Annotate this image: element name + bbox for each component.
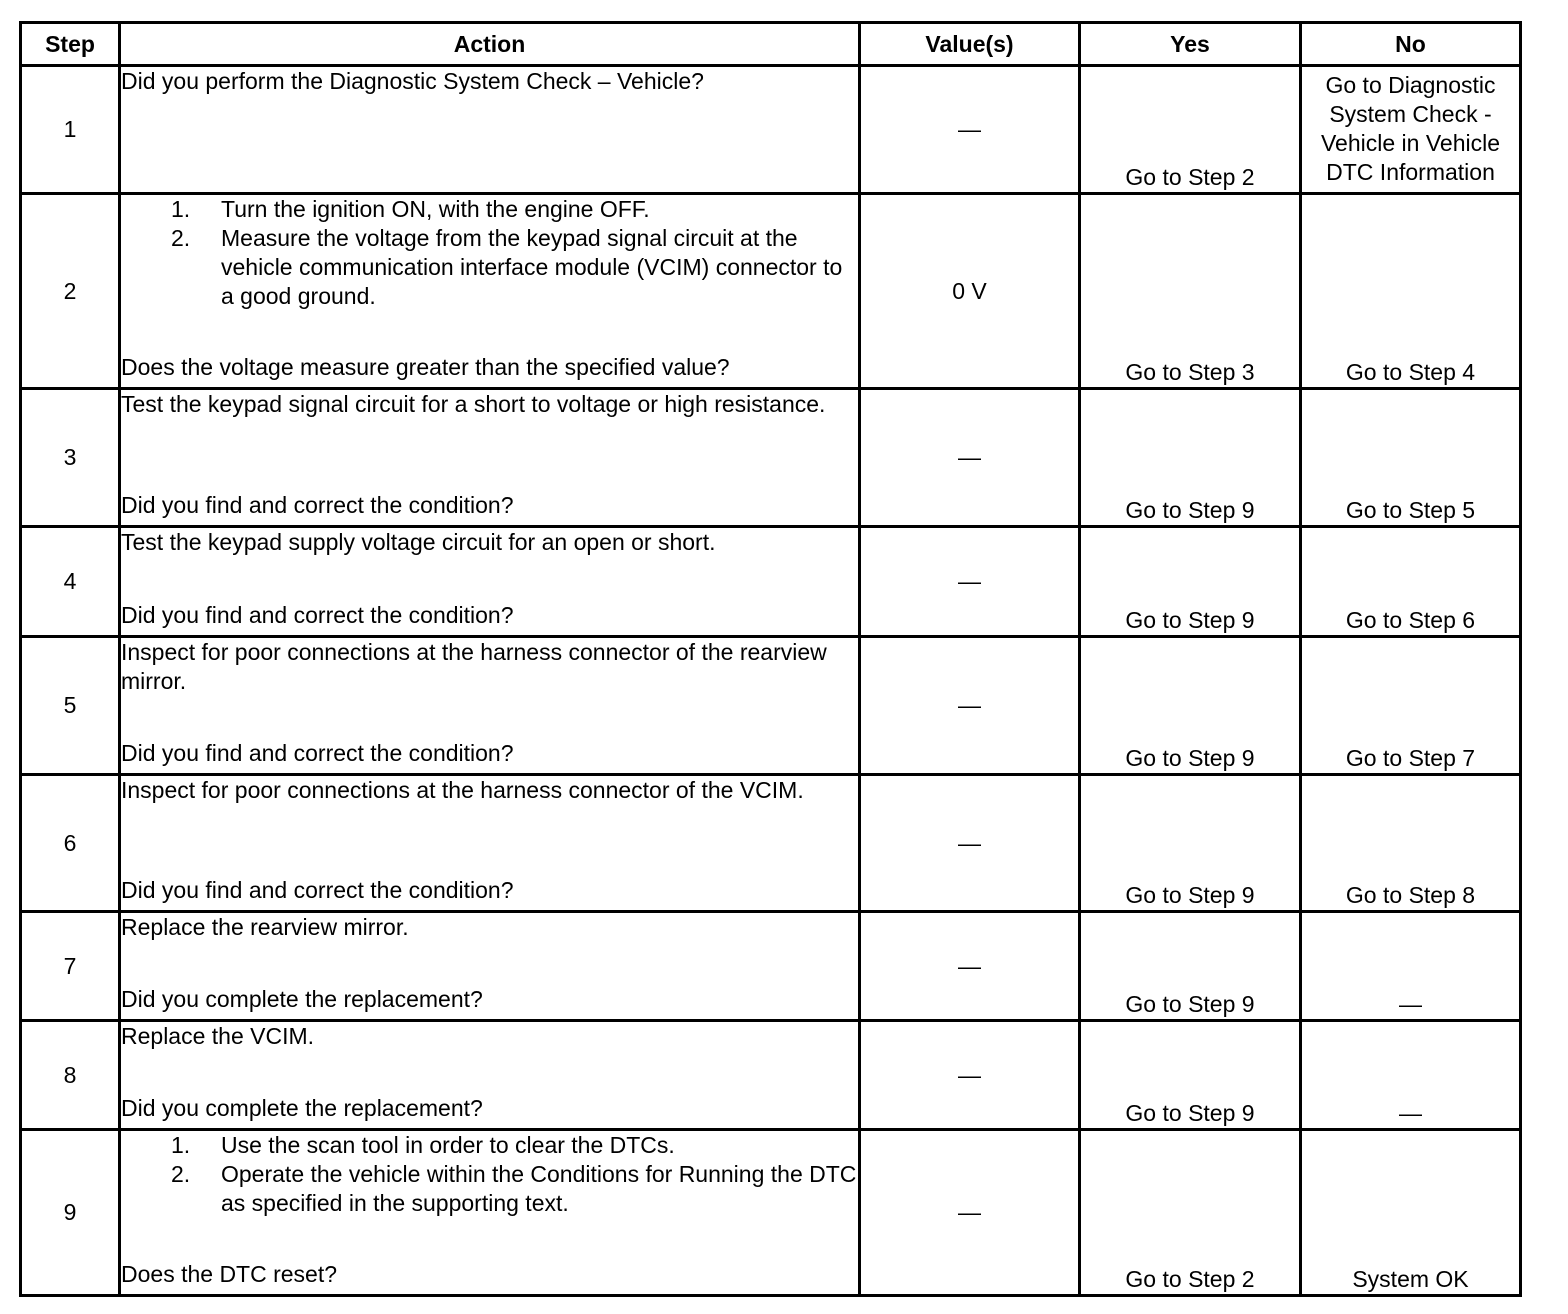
table-row [21,66,1521,194]
yes-cell: Go to Step 3 [1080,194,1301,389]
header-step: Step [21,23,120,66]
action-cell [120,637,860,775]
header-value: Value(s) [860,23,1080,66]
action-question: Did you complete the replacement? [121,986,483,1012]
list-item [121,1160,858,1218]
list-item [121,224,858,311]
step-number: 2 [21,194,120,389]
action-cell [120,194,860,389]
yes-cell: Go to Step 9 [1080,775,1301,912]
action-question: Did you complete the replacement? [121,1095,483,1121]
action-question: Did you find and correct the condition? [121,492,514,518]
step-number: 9 [21,1130,120,1296]
action-cell [120,1130,860,1296]
table-row [21,389,1521,527]
no-cell: Go to Step 7 [1301,637,1521,775]
action-question: Did you find and correct the condition? [121,740,514,766]
action-text: Test the keypad signal circuit for a short to voltage or high resistance. [121,391,826,417]
substep-number: 1. [171,1132,191,1158]
yes-cell: Go to Step 9 [1080,389,1301,527]
step-number: 4 [21,527,120,637]
substep-list [121,1131,858,1218]
no-cell: Go to Diagnostic System Check - Vehicle in Vehicle DTC Information [1301,66,1521,194]
action-text: Test the keypad supply voltage circuit for an open or short. [121,529,716,555]
substep-text: Turn the ignition ON, with the engine OFF. [221,196,650,222]
step-number: 3 [21,389,120,527]
yes-cell: Go to Step 2 [1080,66,1301,194]
substep-number: 1. [171,196,191,222]
action-text: Inspect for poor connections at the harness connector of the VCIM. [121,777,804,803]
no-cell: Go to Step 5 [1301,389,1521,527]
step-number: 7 [21,912,120,1021]
action-text: Replace the VCIM. [121,1023,315,1049]
substep-text: Use the scan tool in order to clear the DTCs. [221,1132,675,1158]
header-no: No [1301,23,1521,66]
yes-cell: Go to Step 2 [1080,1130,1301,1296]
yes-cell: Go to Step 9 [1080,912,1301,1021]
step-number: 6 [21,775,120,912]
substep-text: Operate the vehicle within the Conditions for Running the DTC as specified in the supporting text. [221,1161,857,1216]
substep-number: 2. [171,225,191,251]
value-cell: — [860,389,1080,527]
no-cell: Go to Step 8 [1301,775,1521,912]
no-cell: System OK [1301,1130,1521,1296]
header-row [21,23,1521,66]
header-action: Action [120,23,860,66]
step-number: 5 [21,637,120,775]
action-text: Replace the rearview mirror. [121,914,409,940]
action-question: Did you find and correct the condition? [121,602,514,628]
action-text: Did you perform the Diagnostic System Check – Vehicle? [121,68,704,94]
action-cell [120,527,860,637]
action-question: Does the DTC reset? [121,1261,338,1287]
diagnostic-table [19,21,1522,1297]
header-yes: Yes [1080,23,1301,66]
action-cell [120,389,860,527]
value-cell: 0 V [860,194,1080,389]
value-cell: — [860,1130,1080,1296]
substep-text: Measure the voltage from the keypad signal circuit at the vehicle communication interface module (VCIM) connector to a good ground. [221,225,843,309]
action-cell [120,66,860,194]
no-cell: — [1301,1021,1521,1130]
list-item [121,1131,858,1160]
step-number: 8 [21,1021,120,1130]
table-row [21,1130,1521,1296]
yes-cell: Go to Step 9 [1080,1021,1301,1130]
value-cell: — [860,912,1080,1021]
table-row [21,775,1521,912]
table-row [21,194,1521,389]
action-cell [120,775,860,912]
list-item [121,195,858,224]
action-cell [120,1021,860,1130]
table-row [21,637,1521,775]
substep-number: 2. [171,1161,191,1187]
yes-cell: Go to Step 9 [1080,637,1301,775]
table-row [21,527,1521,637]
substep-list [121,195,858,311]
no-cell: Go to Step 6 [1301,527,1521,637]
action-question: Does the voltage measure greater than the specified value? [121,354,730,380]
yes-cell: Go to Step 9 [1080,527,1301,637]
value-cell: — [860,775,1080,912]
action-text: Inspect for poor connections at the harness connector of the rearview mirror. [121,639,827,694]
value-cell: — [860,637,1080,775]
table-row [21,912,1521,1021]
value-cell: — [860,527,1080,637]
no-cell: — [1301,912,1521,1021]
no-cell: Go to Step 4 [1301,194,1521,389]
step-number: 1 [21,66,120,194]
value-cell: — [860,66,1080,194]
action-cell [120,912,860,1021]
action-question: Did you find and correct the condition? [121,877,514,903]
table-row [21,1021,1521,1130]
value-cell: — [860,1021,1080,1130]
